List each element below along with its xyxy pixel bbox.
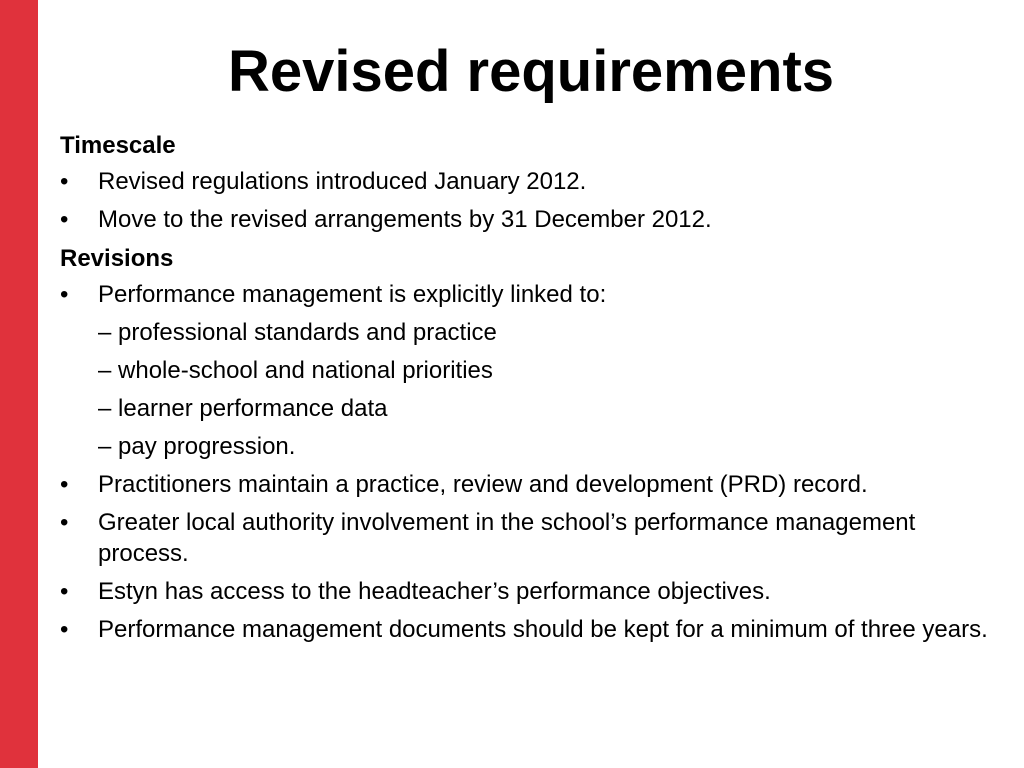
bullet-item (60, 279, 990, 310)
bullet-text: Move to the revised arrangements by 31 December 2012. (98, 206, 712, 233)
section-heading-revisions: Revisions (60, 245, 174, 272)
bullet-text: Revised regulations introduced January 2012. (98, 168, 587, 195)
bullet-dot: • (60, 509, 69, 536)
bullet-text: Performance management documents should be kept for a minimum of three years. (98, 616, 988, 643)
accent-side-bar (0, 0, 38, 768)
bullet-dot: • (60, 616, 69, 643)
bullet-item (60, 507, 990, 569)
sub-item: – learner performance data (98, 395, 388, 422)
bullet-item (60, 204, 990, 235)
bullet-text: Practitioners maintain a practice, review and development (PRD) record. (98, 471, 868, 498)
bullet-text: Performance management is explicitly linked to: (98, 281, 607, 308)
bullet-item (60, 469, 990, 500)
bullet-text: Estyn has access to the headteacher’s performance objectives. (98, 578, 771, 605)
bullet-item (60, 614, 990, 645)
sub-item: – whole-school and national priorities (98, 357, 493, 384)
bullet-dot: • (60, 578, 69, 605)
bullet-text: Greater local authority involvement in the school’s performance management process. (98, 509, 916, 567)
bullet-dot: • (60, 471, 69, 498)
section-heading-timescale: Timescale (60, 132, 176, 159)
bullet-dot: • (60, 281, 69, 308)
slide-title: Revised requirements (227, 39, 835, 104)
bullet-item (60, 166, 990, 197)
sub-item: – professional standards and practice (98, 319, 497, 346)
bullet-dot: • (60, 168, 69, 195)
slide-body (60, 126, 990, 652)
bullet-dot: • (60, 206, 69, 233)
sub-item: – pay progression. (98, 433, 296, 460)
bullet-item (60, 576, 990, 607)
